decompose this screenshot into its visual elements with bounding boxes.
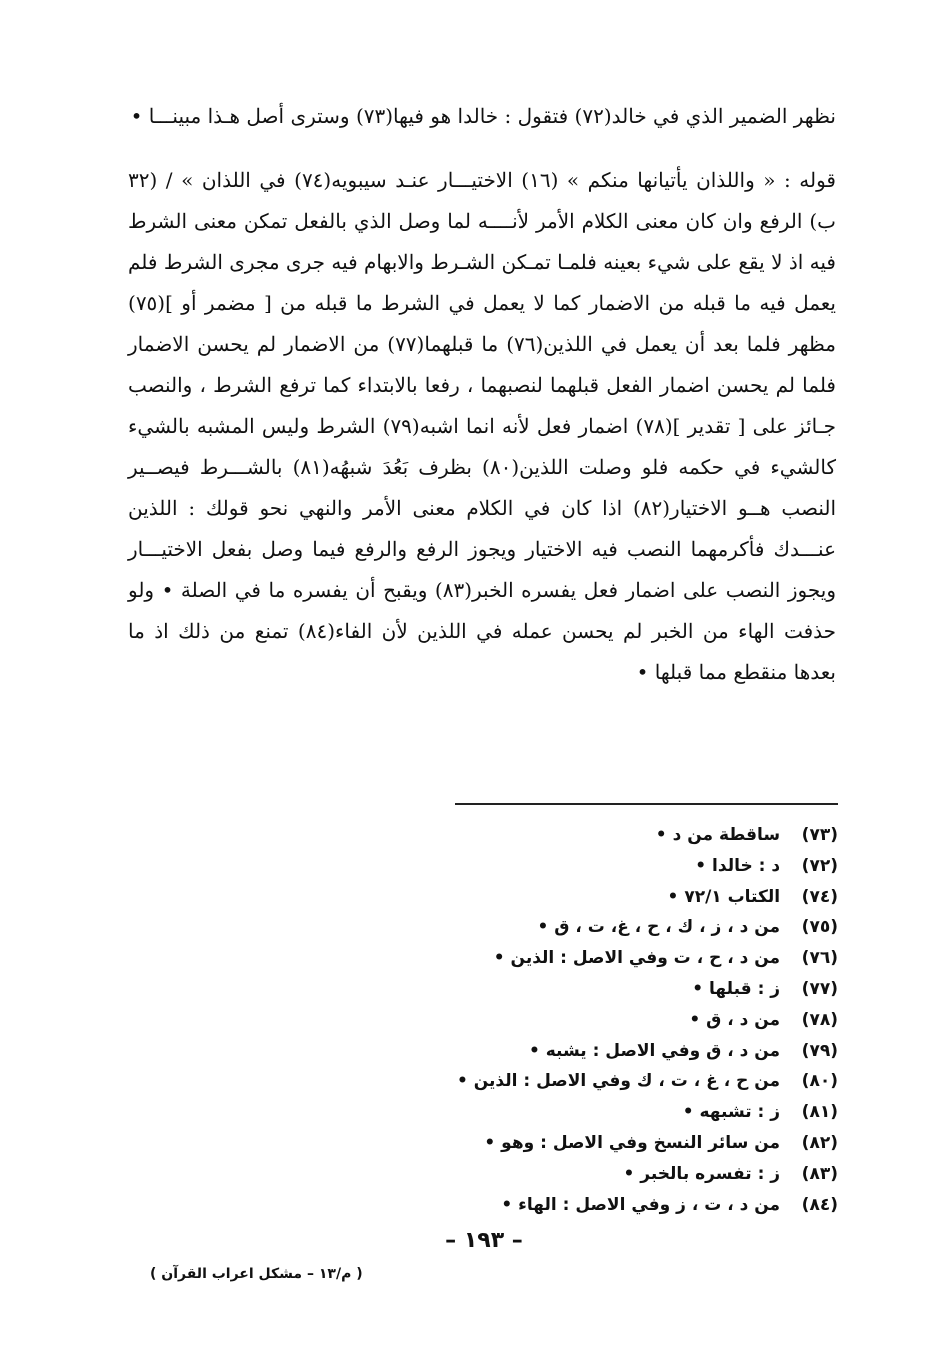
- footnote-number: (٧٨): [801, 1009, 838, 1030]
- footnote: [340, 1005, 838, 1036]
- footnote-text: ساقطة من د •: [655, 825, 781, 845]
- footnotes-list: [340, 820, 838, 1220]
- footnote: [340, 851, 838, 882]
- footnote-text: من د ، ح ، ت وفي الاصل : الذين •: [493, 948, 781, 969]
- signature-line: ( م/١٣ – مشكل اعراب القرآن ): [150, 1266, 363, 1282]
- footnote-number: (٧٣): [801, 825, 838, 845]
- footnote: [340, 943, 838, 974]
- footnote-text: من سائر النسخ وفي الاصل : وهو •: [484, 1132, 781, 1153]
- footnote: [340, 912, 838, 943]
- footnote: [340, 1190, 838, 1221]
- footnote-number: (٨٤): [801, 1194, 838, 1215]
- page-number: – ١٩٣ –: [445, 1228, 523, 1253]
- footnote: [340, 1036, 838, 1067]
- footnote-number: (٨٣): [801, 1163, 838, 1184]
- paragraph-2: قوله : « واللذان يأتيانها منكم » (١٦) الاختيـــار عنـد سيبويه(٧٤) في اللذان » / (٣٢ ب) الرفع وان كان معنى الكلام الأمر لأنــــه لما وصل الذي بالفعل تمكن معنى الشرط فيه اذ لا يقع على شيء بعينه فلمـا تمـكن الشـرط والابهام فيه جرى مجرى الشرط فلم يعمل فيه ما قبله من الاضمار كما لا يعمل في الشرط ما قبله من [ مضمر أو ](٧٥) مظهر فلما بعد أن يعمل في اللذين(٧٦) ما قبلهما(٧٧) من الاضمار لم يحسن الاضمار فلما لم يحسن اضمار الفعل قبلهما لنصبهما ، رفعا بالابتداء كما ترفع الشرط ، والنصب جـائز على [ تقدير ](٧٨) اضمار فعل لأنه انما اشبه(٧٩) الشرط وليس المشبه بالشيء كالشيء في حكمه فلو وصلت اللذين(٨٠) بظرف بَعُدَ شبهُه(٨١) بالشـــرط فيصــير النصب هــو الاختيار(٨٢) اذا كان في الكلام معنى الأمر والنهي نحو قولك : اللذين عنـــدك فأكرمهما النصب فيه الاختيار ويجوز الرفع والرفع فيما وصل بفعل الاختيـــار ويجوز النصب على اضمار فعل يفسره الخبر(٨٣) ويقبح أن يفسره ما في الصلة • ولو حذفت الهاء من الخبر لم يحسن عمله في اللذين لأن الفاء(٨٤) تمنع من ذلك اذ ما بعدها منقطع مما قبلها •: [128, 168, 837, 684]
- footnote-text: من ح ، غ ، ت ، ك وفي الاصل : الذين •: [456, 1071, 781, 1092]
- footnote: [340, 1128, 838, 1159]
- footnote-number: (٨٠): [801, 1071, 838, 1092]
- footnote-number: (٨١): [801, 1102, 838, 1123]
- footnote-text: من د ، ز ، ك ، ح ، غ، ت ، ق •: [537, 917, 781, 938]
- footnote-text: ز : تفسره بالخبر •: [623, 1163, 781, 1184]
- footnote-number: (٨٢): [801, 1132, 838, 1153]
- footnote-number: (٧٤): [801, 886, 838, 907]
- footnote-text: د : خالدا •: [695, 855, 781, 876]
- footnote-text: الكتاب ٧٢/١ •: [667, 886, 781, 907]
- footnote: [340, 1097, 838, 1128]
- footnote-text: ز : تشبهه •: [682, 1102, 781, 1123]
- footnote-text: من د ، ق وفي الاصل : يشبه •: [528, 1040, 781, 1061]
- main-text: [128, 96, 836, 693]
- footnote-text: من د ، ت ، ز وفي الاصل : الهاء •: [501, 1194, 781, 1215]
- footnote: [340, 1159, 838, 1190]
- footnote-number: (٧٥): [801, 917, 838, 938]
- footnote-number: (٧٢): [801, 855, 838, 876]
- footnote-number: (٧٧): [801, 978, 838, 999]
- footnote: [340, 974, 838, 1005]
- paragraph-1: نظهر الضمير الذي في خالد(٧٢) فتقول : خالدا هو فيها(٧٣) وسترى أصل هـذا مبينـــا •: [130, 104, 836, 128]
- footnote: [340, 820, 838, 851]
- footnote-number: (٧٩): [801, 1040, 838, 1061]
- footnote: [340, 882, 838, 913]
- footnote-text: ز : قبلها •: [692, 978, 781, 999]
- footnote-text: من د ، ق •: [689, 1009, 781, 1030]
- footnote: [340, 1066, 838, 1097]
- footnote-divider: [455, 803, 838, 805]
- footnote-number: (٧٦): [801, 948, 838, 969]
